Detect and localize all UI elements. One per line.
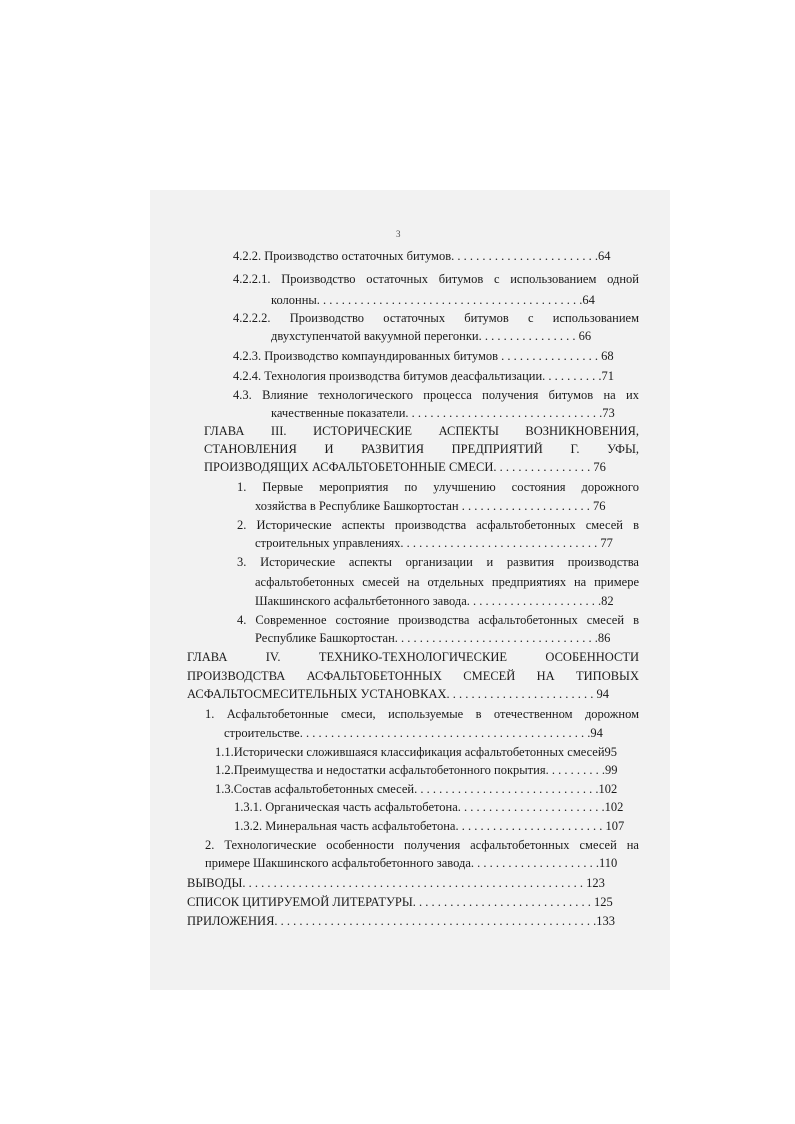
toc-entry-4-2-3: 4.2.3. Производство компаундированных битумов . . . . . . . . . . . . . . . . 68 (233, 349, 614, 363)
toc-entry-4-2-cont: примере Шакшинского асфальтобетонного завода. . . . . . . . . . . . . . . . . . . . .110 (205, 856, 618, 870)
toc-entry-4-2-4: 4.2.4. Технология производства битумов деасфальтизации. . . . . . . . . .71 (233, 369, 615, 383)
toc-entry-4-2: 2. Технологические особенности получения асфальтобетонных смесей на (205, 838, 639, 852)
toc-entry-3-4: 4. Современное состояние производства асфальтобетонных смесей в (237, 613, 639, 627)
toc-entry-appendices: ПРИЛОЖЕНИЯ. . . . . . . . . . . . . . . . . . . . . . . . . . . . . . . . . . . . . . . . . . . . . . . . . . . .133 (187, 914, 616, 928)
toc-entry-3-2: 2. Исторические аспекты производства асфальтобетонных смесей в (237, 518, 639, 532)
toc-entry-4-2-2-1: 4.2.2.1. Производство остаточных битумов с использованием одной (233, 272, 639, 286)
toc-entry-4-1-2: 1.2.Преимущества и недостатки асфальтобетонного покрытия. . . . . . . . . .99 (215, 763, 618, 777)
toc-entry-4-2-2-2: 4.2.2.2. Производство остаточных битумов с использованием (233, 311, 639, 325)
toc-entry-3-1-cont: хозяйства в Республике Башкортостан . . . . . . . . . . . . . . . . . . . . . 76 (255, 499, 606, 513)
toc-entry-4-3-cont: качественные показатели. . . . . . . . . . . . . . . . . . . . . . . . . . . . . . . .73 (271, 406, 615, 420)
toc-entry-3-1: 1. Первые мероприятия по улучшению состояния дорожного (237, 480, 639, 494)
toc-entry-3-2-cont: строительных управлениях. . . . . . . . . . . . . . . . . . . . . . . . . . . . . . . . 77 (255, 536, 613, 550)
toc-entry-4-1-3-2: 1.3.2. Минеральная часть асфальтобетона. . . . . . . . . . . . . . . . . . . . . . . . 107 (234, 819, 625, 833)
toc-entry-conclusions: ВЫВОДЫ. . . . . . . . . . . . . . . . . . . . . . . . . . . . . . . . . . . . . . . . . . . . . . . . . . . . . . . 123 (187, 876, 605, 890)
toc-entry-3-3: 3. Исторические аспекты организации и развития производства (237, 555, 639, 569)
chapter-4-heading-line-3: АСФАЛЬТОСМЕСИТЕЛЬНЫХ УСТАНОВКАХ. . . . . . . . . . . . . . . . . . . . . . . . 94 (187, 687, 610, 701)
toc-entry-4-3: 4.3. Влияние технологического процесса получения битумов на их (233, 388, 639, 402)
toc-entry-3-3-cont-2: Шакшинского асфальтбетонного завода. . . . . . . . . . . . . . . . . . . . . .82 (255, 594, 614, 608)
toc-entry-3-3-cont-1: асфальтобетонных смесей на отдельных предприятиях на примере (255, 575, 639, 589)
toc-entry-4-2-2: 4.2.2. Производство остаточных битумов. . . . . . . . . . . . . . . . . . . . . . . .64 (233, 249, 611, 263)
page-number: 3 (396, 229, 401, 239)
chapter-4-heading-line-2: ПРОИЗВОДСТВА АСФАЛЬТОБЕТОННЫХ СМЕСЕЙ НА ТИПОВЫХ (187, 669, 639, 683)
toc-entry-4-1: 1. Асфальтобетонные смеси, используемые в отечественном дорожном (205, 707, 639, 721)
chapter-3-heading-line-1: ГЛАВА III. ИСТОРИЧЕСКИЕ АСПЕКТЫ ВОЗНИКНОВЕНИЯ, (204, 424, 639, 438)
chapter-4-heading-line-1: ГЛАВА IV. ТЕХНИКО-ТЕХНОЛОГИЧЕСКИЕ ОСОБЕННОСТИ (187, 650, 639, 664)
toc-entry-4-2-2-1-cont: колонны. . . . . . . . . . . . . . . . . . . . . . . . . . . . . . . . . . . . . . . . . . .64 (271, 293, 595, 307)
toc-entry-references: СПИСОК ЦИТИРУЕМОЙ ЛИТЕРАТУРЫ. . . . . . . . . . . . . . . . . . . . . . . . . . . . . 125 (187, 895, 613, 909)
toc-entry-3-4-cont: Республике Башкортостан. . . . . . . . . . . . . . . . . . . . . . . . . . . . . . . . .86 (255, 631, 611, 645)
toc-entry-4-1-3: 1.3.Состав асфальтобетонных смесей. . . . . . . . . . . . . . . . . . . . . . . . . . . . . .102 (215, 782, 618, 796)
toc-entry-4-2-2-2-cont: двухступенчатой вакуумной перегонки. . . . . . . . . . . . . . . . 66 (271, 329, 592, 343)
chapter-3-heading-line-2: СТАНОВЛЕНИЯ И РАЗВИТИЯ ПРЕДПРИЯТИЙ Г. УФЫ, (204, 442, 639, 456)
toc-entry-4-1-cont: строительстве. . . . . . . . . . . . . . . . . . . . . . . . . . . . . . . . . . . . . . . . . . . . . . .94 (224, 726, 603, 740)
chapter-3-heading-line-3: ПРОИЗВОДЯЩИХ АСФАЛЬТОБЕТОННЫЕ СМЕСИ. . . . . . . . . . . . . . . . 76 (204, 460, 606, 474)
toc-entry-4-1-3-1: 1.3.1. Органическая часть асфальтобетона. . . . . . . . . . . . . . . . . . . . . . . .102 (234, 800, 624, 814)
toc-entry-4-1-1: 1.1.Исторически сложившаяся классификация асфальтобетонных смесей95 (215, 745, 618, 759)
